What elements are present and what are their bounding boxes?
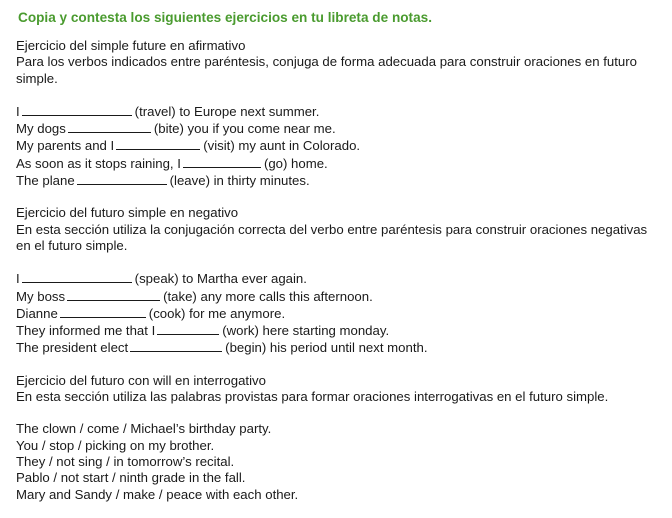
- sentence-start: My boss: [16, 288, 66, 304]
- prompt-line: Pablo / not start / ninth grade in the fall.: [16, 470, 246, 486]
- sentence-end: (go) home.: [263, 155, 328, 171]
- section-heading: Ejercicio del simple future en afirmativo: [16, 38, 246, 53]
- section-heading: Ejercicio del futuro con will en interrogativo: [16, 372, 266, 388]
- sentence-end: (bite) you if you come near me.: [153, 121, 336, 137]
- answer-blank[interactable]: [116, 137, 200, 150]
- worksheet-title: Copia y contesta los siguientes ejercicios en tu libreta de notas.: [18, 10, 432, 25]
- prompt-line: They / not sing / in tomorrow’s recital.: [16, 453, 235, 469]
- exercise-line: [16, 155, 662, 172]
- answer-blank[interactable]: [60, 305, 146, 318]
- answer-blank[interactable]: [157, 322, 219, 335]
- sentence-end: (visit) my aunt in Colorado.: [203, 138, 361, 154]
- answer-blank[interactable]: [22, 103, 132, 116]
- spacer: [16, 189, 662, 205]
- answer-blank[interactable]: [67, 288, 160, 301]
- answer-blank[interactable]: [68, 120, 151, 133]
- prompt-line: The clown / come / Michael’s birthday party.: [16, 421, 272, 437]
- spacer: [16, 254, 662, 270]
- sentence-end: (leave) in thirty minutes.: [169, 173, 310, 189]
- sentence-end: (travel) to Europe next summer.: [134, 103, 320, 119]
- exercise-line: [16, 288, 662, 305]
- answer-blank[interactable]: [130, 339, 222, 352]
- answer-blank[interactable]: [22, 270, 132, 283]
- sentence-end: (speak) to Martha ever again.: [134, 271, 307, 287]
- sentence-start: The plane: [16, 173, 75, 189]
- section-interrogative: [16, 373, 662, 503]
- exercise-line: [16, 103, 662, 120]
- section-instructions: En esta sección utiliza las palabras provistas para formar oraciones interrogativas en el futuro simple.: [16, 389, 609, 405]
- exercise-line: [16, 322, 662, 339]
- sentence-start: My dogs: [16, 121, 66, 137]
- sentence-end: (work) here starting monday.: [222, 323, 390, 339]
- spacer: [16, 87, 662, 103]
- sentence-end: (cook) for me anymore.: [148, 305, 286, 321]
- exercise-line: [16, 270, 662, 287]
- worksheet: [16, 10, 662, 503]
- exercise-line: [16, 339, 662, 356]
- exercise-line: [16, 172, 662, 189]
- exercise-line: [16, 305, 662, 322]
- sentence-start: As soon as it stops raining, I: [16, 155, 181, 171]
- sentence-start: The president elect: [16, 340, 129, 356]
- sentence-start: My parents and I: [16, 138, 115, 154]
- exercise-line: [16, 137, 662, 154]
- sentence-end: (begin) his period until next month.: [225, 340, 428, 356]
- sentence-end: (take) any more calls this afternoon.: [163, 288, 373, 304]
- section-instructions: Para los verbos indicados entre paréntesis, conjuga de forma adecuada para construir oraciones en futuro simple.: [16, 54, 637, 86]
- section-heading: Ejercicio del futuro simple en negativo: [16, 205, 239, 221]
- prompt-line: You / stop / picking on my brother.: [16, 437, 215, 453]
- sentence-start: Dianne: [16, 305, 58, 321]
- exercise-line: [16, 120, 662, 137]
- spacer: [16, 357, 662, 373]
- spacer: [16, 405, 662, 421]
- section-instructions: En esta sección utiliza la conjugación correcta del verbo entre paréntesis para construir oraciones negativas en el futuro simple.: [16, 221, 648, 253]
- sentence-start: I: [16, 103, 20, 119]
- answer-blank[interactable]: [77, 172, 167, 185]
- answer-blank[interactable]: [183, 155, 261, 168]
- sentence-start: They informed me that I: [16, 323, 156, 339]
- sentence-start: I: [16, 271, 20, 287]
- section-negative: [16, 205, 662, 356]
- section-affirmative: [16, 38, 662, 189]
- prompt-line: Mary and Sandy / make / peace with each other.: [16, 486, 299, 502]
